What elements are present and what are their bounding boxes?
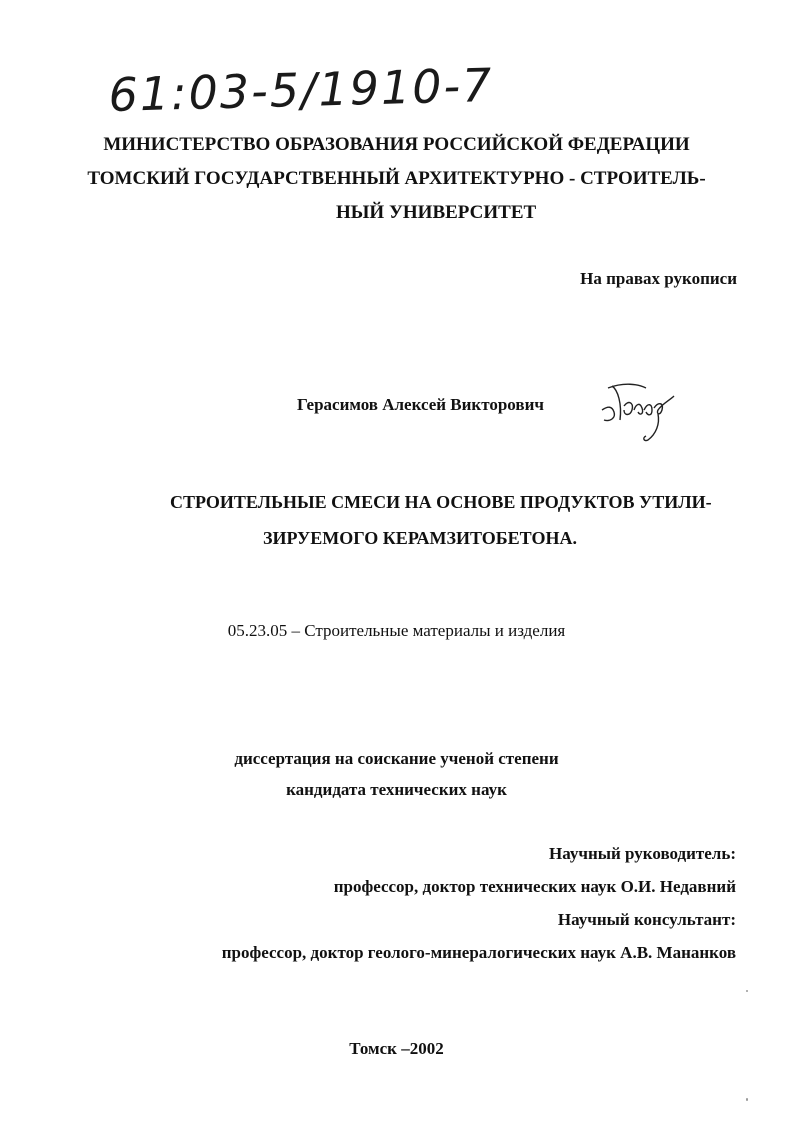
- specialty-code: 05.23.05 – Строительные материалы и изделия: [227, 621, 566, 640]
- rights-note: На правах рукописи: [580, 269, 737, 288]
- thesis-title-line2: ЗИРУЕМОГО КЕРАМЗИТОБЕТОНА.: [263, 528, 577, 548]
- dissertation-degree-line1: диссертация на соискание ученой степени: [234, 749, 559, 768]
- scan-speck: [746, 1098, 748, 1101]
- university-heading-line2: НЫЙ УНИВЕРСИТЕТ: [336, 202, 537, 223]
- consultant-label: Научный консультант:: [557, 910, 736, 929]
- supervisor-label: Научный руководитель:: [549, 844, 736, 863]
- dissertation-degree-line2: кандидата технических наук: [286, 780, 507, 799]
- university-heading-line1: ТОМСКИЙ ГОСУДАРСТВЕННЫЙ АРХИТЕКТУРНО - СТРОИТЕЛЬ-: [87, 168, 706, 189]
- author-name: Герасимов Алексей Викторович: [297, 395, 544, 414]
- ministry-heading: МИНИСТЕРСТВО ОБРАЗОВАНИЯ РОССИЙСКОЙ ФЕДЕРАЦИИ: [103, 134, 690, 155]
- signature-text: Герас: [594, 376, 597, 377]
- city-year: Томск –2002: [349, 1039, 444, 1058]
- archive-number-handwritten: 61:03-5/1910-7: [107, 57, 495, 122]
- thesis-title-line1: СТРОИТЕЛЬНЫЕ СМЕСИ НА ОСНОВЕ ПРОДУКТОВ УТИЛИ-: [170, 492, 712, 512]
- author-signature: [594, 376, 684, 446]
- consultant-name: профессор, доктор геолого-минералогических наук А.В. Мананков: [221, 943, 736, 962]
- supervisor-name: профессор, доктор технических наук О.И. Недавний: [333, 877, 736, 896]
- scan-speck: [746, 990, 748, 992]
